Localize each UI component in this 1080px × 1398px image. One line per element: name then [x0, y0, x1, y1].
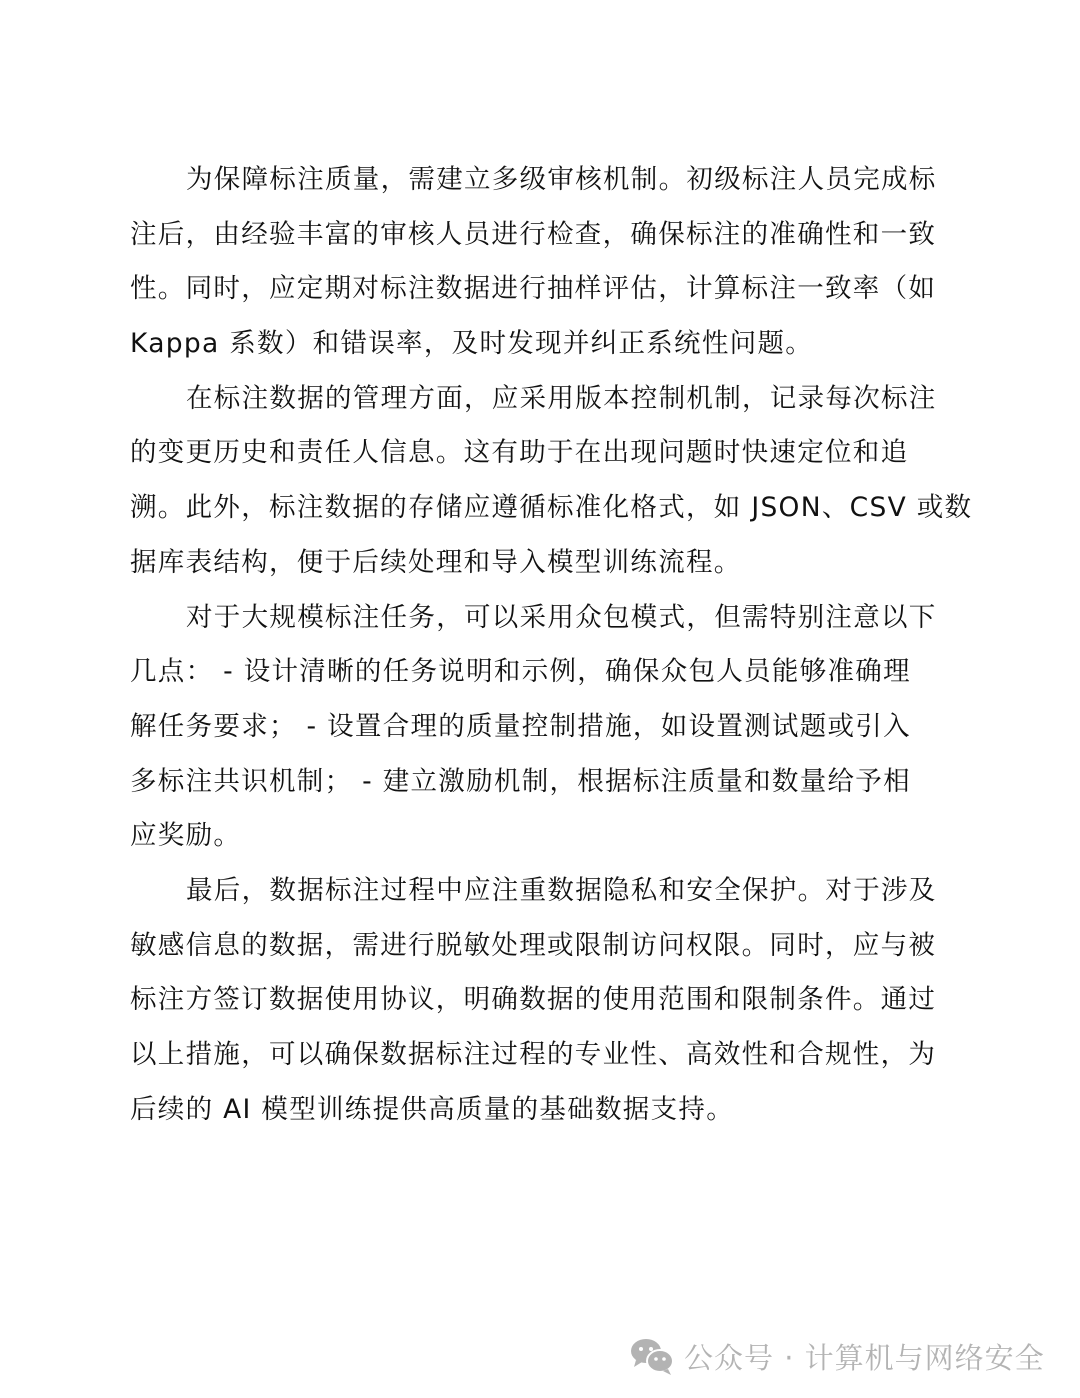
text-line: 注后，由经验丰富的审核人员进行检查，确保标注的准确性和一致	[130, 218, 937, 250]
text-line: 以上措施，可以确保数据标注过程的专业性、高效性和合规性，为	[130, 1039, 937, 1070]
text-line: 解任务要求； - 设置合理的质量控制措施，如设置测试题或引入	[130, 710, 911, 742]
text-line: Kappa 系数）和错误率，及时发现并纠正系统性问题。	[130, 328, 814, 360]
text-line: 据库表结构，便于后续处理和导入模型训练流程。	[130, 546, 742, 578]
text-line: 在标注数据的管理方面，应采用版本控制机制，记录每次标注	[186, 382, 937, 414]
text-line: 后续的 AI 模型训练提供高质量的基础数据支持。	[130, 1093, 734, 1125]
text-line: 溯。此外，标注数据的存储应遵循标准化格式，如 JSON、CSV 或数	[130, 492, 973, 524]
text-line: 敏感信息的数据，需进行脱敏处理或限制访问权限。同时，应与被	[130, 929, 937, 961]
text-line: 标注方签订数据使用协议，明确数据的使用范围和限制条件。通过	[130, 984, 937, 1016]
text-line: 几点： - 设计清晰的任务说明和示例，确保众包人员能够准确理	[130, 656, 911, 688]
text-line: 为保障标注质量，需建立多级审核机制。初级标注人员完成标	[186, 164, 937, 195]
wechat-icon	[630, 1336, 674, 1376]
text-line: 性。同时，应定期对标注数据进行抽样评估，计算标注一致率（如	[130, 273, 937, 305]
paragraph	[130, 591, 960, 864]
text-line: 的变更历史和责任人信息。这有助于在出现问题时快速定位和追	[130, 437, 909, 469]
watermark	[630, 1334, 1045, 1378]
watermark-text: 公众号 · 计算机与网络安全	[684, 1340, 1045, 1375]
document-body	[130, 153, 973, 1137]
paragraph	[130, 864, 960, 1137]
paragraph	[130, 372, 973, 591]
text-line: 对于大规模标注任务，可以采用众包模式，但需特别注意以下	[186, 601, 937, 633]
text-line: 多标注共识机制； - 建立激励机制，根据标注质量和数量给予相	[130, 765, 911, 797]
paragraph	[130, 153, 960, 372]
text-line: 最后，数据标注过程中应注重数据隐私和安全保护。对于涉及	[186, 874, 937, 906]
text-line: 应奖励。	[130, 820, 242, 852]
